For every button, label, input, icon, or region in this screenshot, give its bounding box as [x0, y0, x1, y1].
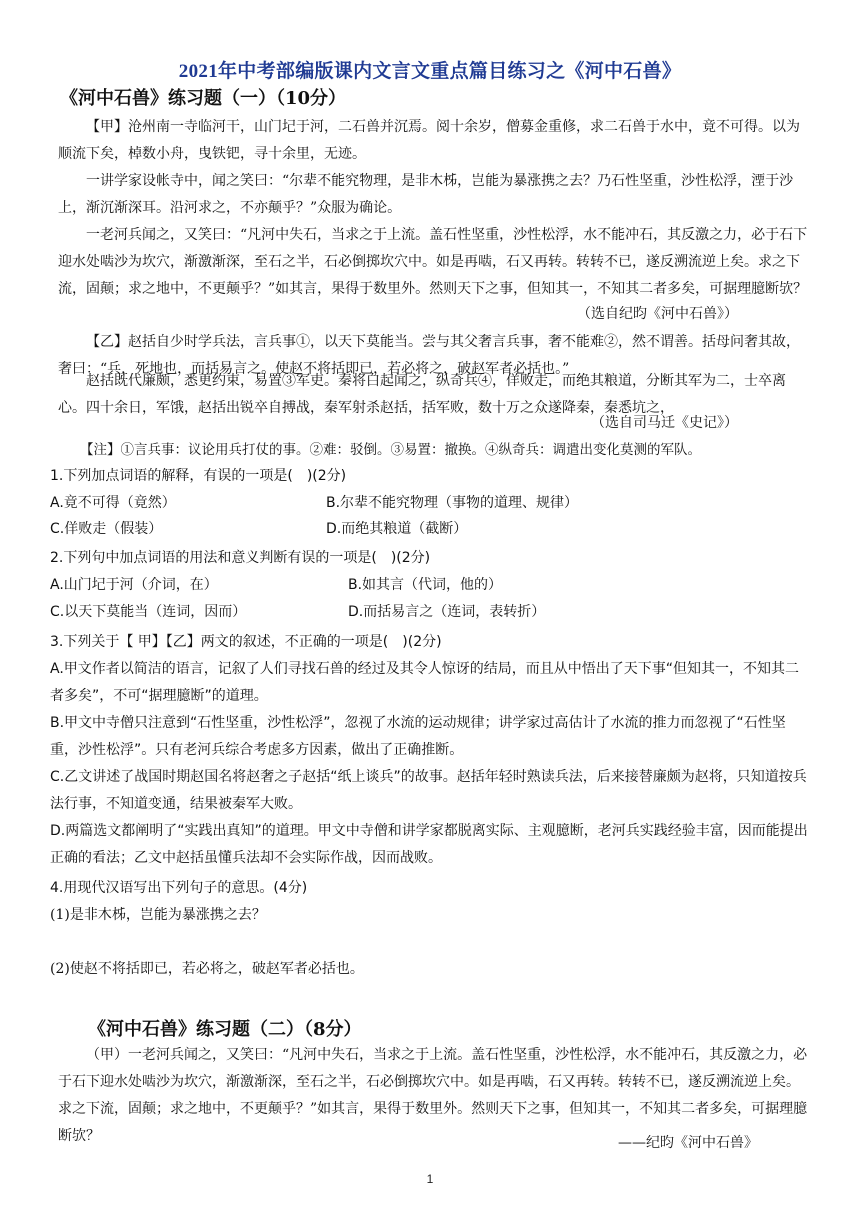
annotation-note: 【注】①言兵事：议论用兵打仗的事。②难：驳倒。③易置：撤换。④纵奇兵：调遣出变化莫测的军队。 [80, 442, 701, 458]
question-3-option-a: A.甲文作者以简洁的语言，记叙了人们寻找石兽的经过及其令人惊讶的结局，而且从中悟出了天下事“但知其一，不知其二者多矣”，不可“据理臆断”的道理。 [50, 661, 800, 704]
question-3-option-d: D.两篇选文都阐明了“实践出真知”的道理。甲文中寺僧和讲学家都脱离实际、主观臆断，老河兵实践经验丰富，因而能提出正确的看法；乙文中赵括虽懂兵法却不会实际作战，因而战败。 [50, 823, 808, 866]
passage-yi-source: （选自司马迁《史记》） [591, 415, 738, 431]
question-3-option-c: C.乙文讲述了战国时期赵国名将赵奢之子赵括“纸上谈兵”的故事。赵括年轻时熟读兵法，后来接替廉颇为赵将，只知道按兵法行事，不知道变通，结果被秦军大败。 [50, 769, 807, 812]
section1-heading: 《河中石兽》练习题（一）（10分） [60, 88, 347, 109]
question-4-sentence-2: (2)使赵不将括即已，若必将之，破赵军者必括也。 [50, 961, 364, 977]
question-2-option-c: C.以天下莫能当（连词，因而） [50, 604, 247, 620]
passage-jia-paragraph-3: 一老河兵闻之，又笑曰：“凡河中失石，当求之于上流。盖石性坚重，沙性松浮，水不能冲石，其反激之力，必于石下迎水处啮沙为坎穴，渐激渐深，至石之半，石必倒掷坎穴中。如是再啮，石又再转。转转不已，遂反溯流逆上矣。求之下流，固颠；求之地中，不更颠乎？”如其言，果得于数里外。然则天下之事，但知其一，不知其二者多矣，可据理臆断欤？ [58, 227, 808, 297]
question-2-stem: 2.下列句中加点词语的用法和意义判断有误的一项是( )(2分) [50, 550, 431, 566]
question-1-stem: 1.下列加点词语的解释，有误的一项是( )(2分) [50, 468, 347, 484]
question-3-stem: 3.下列关于【 甲】【乙】两文的叙述，不正确的一项是( )(2分) [50, 634, 442, 650]
passage-yi-paragraph-1: 【乙】赵括自少时学兵法，言兵事①，以天下莫能当。尝与其父奢言兵事，奢不能难②，然不谓善。括母问奢其故，奢曰：“兵，死地也，而括易言之。使赵不将括即已，若必将之，破赵军者必括也。” [58, 334, 800, 377]
question-1-option-c: C.佯败走（假装） [50, 521, 163, 537]
passage-jia-source: （选自纪昀《河中石兽》） [577, 306, 738, 322]
section2-passage: （甲）一老河兵闻之，又笑曰：“凡河中失石，当求之于上流。盖石性坚重，沙性松浮，水不能冲石，其反激之力，必于石下迎水处啮沙为坎穴，渐激渐深，至石之半，石必倒掷坎穴中。如是再啮，石又再转。转转不已，遂反溯流逆上矣。求之下流，固颠；求之地中，不更颠乎？”如其言，果得于数里外。然则天下之事，但知其一，不知其二者多矣，可据理臆断欤？ [58, 1047, 808, 1144]
question-4-sentence-1: (1)是非木柹，岂能为暴涨携之去？ [50, 907, 266, 923]
passage-yi-paragraph-2: 赵括既代廉颇，悉更约束，易置③军吏。秦将白起闻之，纵奇兵④，佯败走，而绝其粮道，分断其军为二，士卒离心。四十余日，军饿，赵括出锐卒自搏战，秦军射杀赵括，括军败，数十万之众遂降秦，秦悉坑之， [58, 373, 786, 416]
passage-jia-paragraph-2: 一讲学家设帐寺中，闻之笑曰：“尔辈不能究物理，是非木柹，岂能为暴涨携之去？乃石性坚重，沙性松浮，湮于沙上，渐沉渐深耳。沿河求之，不亦颠乎？”众服为确论。 [58, 173, 794, 216]
question-3-option-b: B.甲文中寺僧只注意到“石性坚重，沙性松浮”，忽视了水流的运动规律；讲学家过高估计了水流的推力而忽视了“石性坚重，沙性松浮”。只有老河兵综合考虑多方因素，做出了正确推断。 [50, 715, 786, 758]
question-1-option-a: A.竟不可得（竟然） [50, 495, 176, 511]
question-1-option-b: B.尔辈不能究物理（事物的道理、规律） [326, 495, 579, 511]
passage-jia-paragraph-1: 【甲】沧州南一寺临河干，山门圮于河，二石兽并沉焉。阅十余岁，僧募金重修，求二石兽于水中，竟不可得。以为顺流下矣，棹数小舟，曳铁钯，寻十余里，无迹。 [58, 119, 800, 162]
question-2-option-a: A.山门圮于河（介词，在） [50, 577, 218, 593]
section2-heading: 《河中石兽》练习题（二）（8分） [88, 1019, 362, 1040]
question-2-option-b: B.如其言（代词，他的） [348, 577, 503, 593]
question-4-stem: 4.用现代汉语写出下列句子的意思。(4分) [50, 880, 308, 896]
question-2-option-d: D.而括易言之（连词，表转折） [348, 604, 546, 620]
section2-source: ——纪昀《河中石兽》 [618, 1135, 758, 1151]
question-1-option-d: D.而绝其粮道（截断） [326, 521, 468, 537]
document-title: 2021年中考部编版课内文言文重点篇目练习之《河中石兽》 [178, 61, 682, 82]
page-number: 1 [426, 1172, 434, 1186]
